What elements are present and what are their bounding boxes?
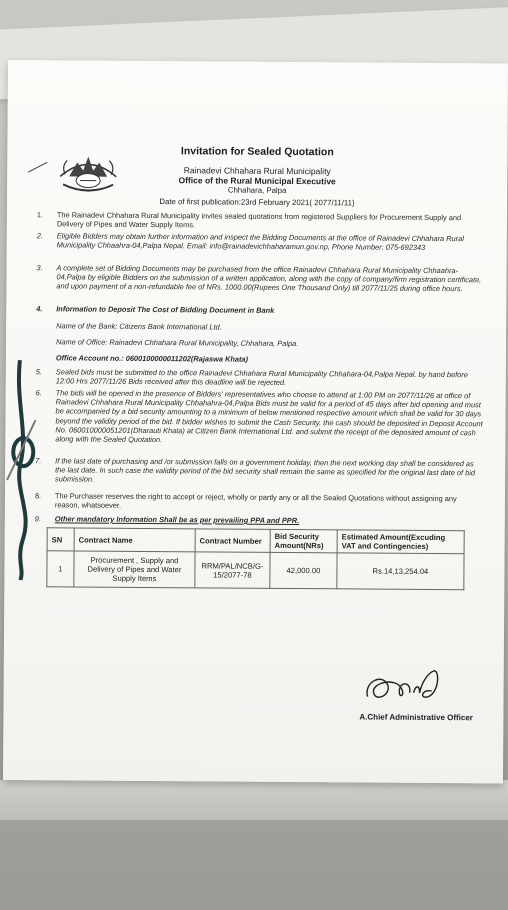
clause-9: 9. Other mandatory Information Shall be as per prevailing PPA and PPR. xyxy=(34,514,300,526)
binder-cord-icon xyxy=(4,360,40,580)
clause-1: 1. The Rainadevi Chhahara Rural Municipality invites sealed quotations from registered Suppliers for Procurement Supply and Delivery of Pipes and Water Supply Items. xyxy=(36,210,462,230)
signatory-title: A.Chief Administrative Officer xyxy=(359,712,473,723)
cell-bid-security: 42,000.00 xyxy=(270,552,337,588)
office-name: Office of the Rural Municipal Executive xyxy=(178,175,336,187)
header-estimated-amount: Estimated Amount(Excuding VAT and Contingencies) xyxy=(337,530,464,554)
clause-6: 6. The bids will be opened in the presence of Bidders' representatives who choose to attend at 1:00 PM on 2077/11/26 at office of Rainadevi Chhahara Rural Municipality Chhahahra-04,Palpa Bids must be valid for a period of 45 days after bid opening and must be accompanied by a bid security amounting to a minimum of below mentioned respective amount which shall be valid for 30 days beyond the validity period of the bid. If bidder wishes to submit the Cash Security, the cash should be deposited in Deposit Account No. 060010000051201(Dharauti Khata) at Citizen Bank International Ltd. and submit the receipt of the deposited amount of cash along with the Sealed Quotation. xyxy=(35,388,483,445)
document-title: Invitation for Sealed Quotation xyxy=(180,145,334,159)
bank-name: Name of the Bank: Citizens Bank International Ltd. xyxy=(56,321,222,332)
office-location: Chhahara, Palpa xyxy=(227,185,287,195)
lower-paper-edge xyxy=(0,780,508,820)
handwritten-signature xyxy=(361,662,441,711)
clause-5: 5. Sealed bids must be submitted to the office Rainadevi Chhahara Rural Municipality Chhahara-04,Palpa Nepal. by hand before 12:00 Hrs 2077/11/26 Bids received after this deadline will be rejected. xyxy=(35,367,468,388)
header-contract-name: Contract Name xyxy=(74,528,195,552)
cell-estimated-amount: Rs.14,13,254.04 xyxy=(337,553,464,590)
cell-contract-name: Procurement , Supply and Delivery of Pipes and Water Supply Items xyxy=(74,551,195,588)
header-bid-security: Bid Security Amount(NRs) xyxy=(270,529,337,552)
header-sn: SN xyxy=(47,528,74,551)
clause-4: 4. Information to Deposit The Cost of Bidding Document in Bank xyxy=(36,304,275,315)
cell-contract-number: RRM/PAL/NCB/G-15/2077-78 xyxy=(195,552,270,589)
document-page xyxy=(3,60,508,783)
clause-2: 2. Eligible Bidders may obtain further information and inspect the Bidding Documents at the office of Rainadevi Chhahara Rural Municipality Chhaahra-04,Palpa Nepal. Email: info@rainadevichhaharamun.gov.np, Phone Number: 075-692343 xyxy=(36,231,464,253)
clause-7: 7. If the last date of purchasing and /or submission falls on a government holiday, then the next working day shall be considered as the last date. In such case the validity period of the bid security shall remain the same as specified for the original last date of bid submission. xyxy=(35,456,476,485)
clause-8: 8. The Purchaser reserves the right to accept or reject, wholly or partly any or all the Sealed Quotations without assigning any reason, whatsoever. xyxy=(34,491,457,511)
table-row xyxy=(47,551,464,590)
cell-sn: 1 xyxy=(47,551,74,587)
table-header-row xyxy=(47,528,464,554)
publication-date: Date of first publication:23rd February 2021( 2077/11/11) xyxy=(159,197,355,208)
bank-office-name: Name of Office: Rainadevi Chhahara Rural Municipality, Chhahara, Palpa. xyxy=(56,337,299,349)
header-contract-number: Contract Number xyxy=(195,529,270,553)
clause-3: 3. A complete set of Bidding Documents may be purchased from the office Rainadevi Chhahara Rural Municipality Chhaahra-04,Palpa by eligible Bidders on the submission of a written application, along with the copy of company/firm registration certificate, and upon payment of a non-refundable fee of NRs. 1000.00(Rupees One Thousand Only) till 2077/11/25 during office hours. xyxy=(36,263,482,294)
bank-account-number: Office Account no.: 0600100000011202(Rajaswa Khata) xyxy=(55,353,249,364)
municipality-name: Rainadevi Chhahara Rural Municipality xyxy=(183,165,331,177)
contract-table xyxy=(46,527,464,590)
